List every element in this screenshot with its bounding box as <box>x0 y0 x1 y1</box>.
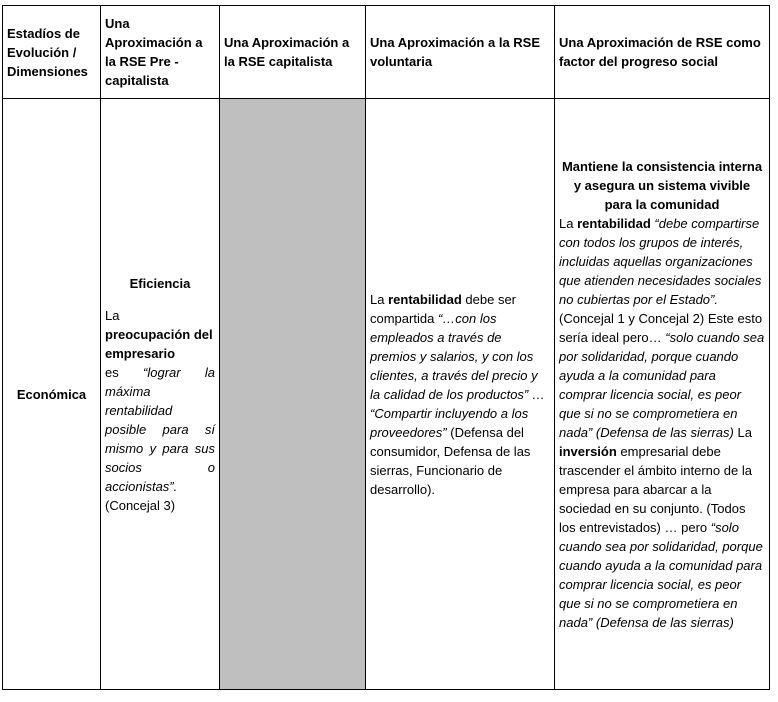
capitalista-cell <box>220 99 366 690</box>
pre-capitalista-cell <box>101 99 220 690</box>
progreso-title: Mantiene la consistencia interna y asegura un sistema vivible para la comunidad <box>561 158 763 212</box>
progreso-bold-1: rentabilidad <box>577 215 651 231</box>
progreso-quote-2: “solo cuando sea por solidaridad, porque cuando ayuda a la comunidad para comprar licencia social, es peor que si no se comprometiera en nada” (Defensa de las sierras) <box>559 329 765 440</box>
progreso-cell <box>555 99 770 690</box>
progreso-bold-2: inversión <box>559 443 617 459</box>
pre-capitalista-bold: preocupación del empresario <box>105 326 213 361</box>
voluntaria-text <box>370 290 550 499</box>
voluntaria-source: (Defensa del consumidor, Defensa de las sierras, Funcionario de desarrollo). <box>370 424 531 497</box>
progreso-t3: La <box>737 424 752 440</box>
header-voluntaria: Una Aproximación a la RSE voluntaria <box>366 6 555 99</box>
header-row <box>3 6 770 99</box>
pre-capitalista-quote: “lograr la máxima rentabilidad posible para sí mismo y para sus socios o accionistas”. <box>105 364 215 494</box>
progreso-t1: La <box>559 215 574 231</box>
table-row-economica <box>3 99 770 690</box>
header-capitalista: Una Aproximación a la RSE capitalista <box>220 6 366 99</box>
pre-capitalista-intro: La <box>105 307 120 323</box>
progreso-text <box>559 214 765 632</box>
pre-capitalista-es: es <box>105 364 119 380</box>
progreso-quote-1: “debe compartirse con todos los grupos de interés, incluidas aquellas organizaciones que atienden necesidades sociales no cubiertas por el Estado”. <box>559 215 762 307</box>
pre-capitalista-body <box>105 363 215 496</box>
header-dimensions: Estadíos de Evolución / Dimensiones <box>3 6 101 99</box>
voluntaria-cell <box>366 99 555 690</box>
progreso-t4: empresarial debe trascender el ámbito interno de la empresa para abarcar a la sociedad en su conjunto. (Todos los entrevistados) … pero <box>559 443 752 535</box>
pre-capitalista-source: (Concejal 3) <box>105 497 176 513</box>
voluntaria-bold: rentabilidad <box>388 291 462 307</box>
pre-capitalista-title: Eficiencia <box>129 275 191 291</box>
progreso-t2: (Concejal 1 y Concejal 2) Este esto sería ideal pero… <box>559 310 763 345</box>
rse-evolution-table <box>2 5 770 690</box>
header-progreso-social: Una Aproximación de RSE como factor del progreso social <box>555 6 770 99</box>
dimension-cell: Económica <box>3 99 101 690</box>
voluntaria-t2: debe ser compartida <box>370 291 516 326</box>
progreso-quote-3: “solo cuando sea por solidaridad, porque cuando ayuda a la comunidad para comprar licencia social, es peor que si no se comprometiera en nada” (Defensa de las sierras) <box>559 519 763 630</box>
voluntaria-quote: “…con los empleados a través de premios y salarios, y con los clientes, a través del precio y la calidad de los productos” … “Compartir incluyendo a los proveedores” <box>370 310 545 440</box>
header-pre-capitalista: Una Aproximación a la RSE Pre - capitalista <box>101 6 220 99</box>
voluntaria-t1: La <box>370 291 385 307</box>
